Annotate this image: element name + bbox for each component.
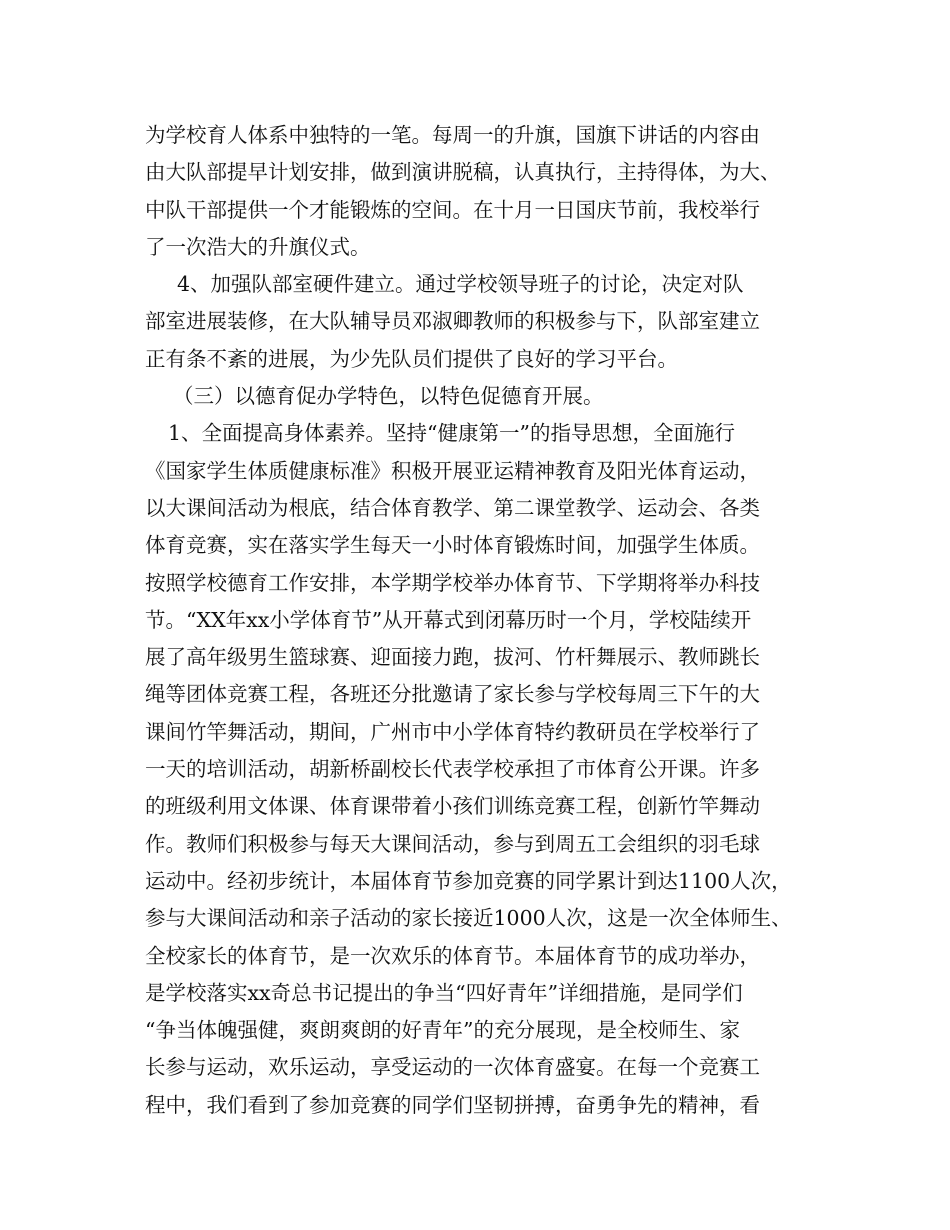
text-line: 节。“XX年xx小学体育节”从开幕式到闭幕历时一个月，学校陆续开 bbox=[145, 607, 752, 632]
text-line: 由大队部提早计划安排，做到演讲脱稿，认真执行，主持得体，为大、 bbox=[145, 160, 781, 185]
text-line: 中队干部提供一个才能锻炼的空间。在十月一日国庆节前，我校举行 bbox=[145, 197, 760, 222]
text-line: 以大课间活动为根底，结合体育教学、第二课堂教学、运动会、各类 bbox=[145, 495, 760, 520]
text-line: 长参与运动，欢乐运动，享受运动的一次体育盛宴。在每一个竞赛工 bbox=[145, 1055, 760, 1080]
text-line: “争当体魄强健，爽朗爽朗的好青年”的充分展现，是全校师生、家 bbox=[145, 1018, 740, 1043]
text-line: 绳等团体竞赛工程，各班还分批邀请了家长参与学校每周三下午的大 bbox=[145, 682, 760, 707]
text-line: 按照学校德育工作安排，本学期学校举办体育节、下学期将举办科技 bbox=[145, 570, 760, 595]
text-line: 展了高年级男生篮球赛、迎面接力跑，拔河、竹杆舞展示、教师跳长 bbox=[145, 645, 760, 670]
text-line: 一天的培训活动，胡新桥副校长代表学校承担了市体育公开课。许多 bbox=[145, 757, 760, 782]
text-line: 的班级利用文体课、体育课带着小孩们训练竞赛工程，创新竹竿舞动 bbox=[145, 794, 760, 819]
text-line: 是学校落实xx奇总书记提出的争当“四好青年”详细措施，是同学们 bbox=[145, 980, 743, 1005]
body-text bbox=[145, 117, 815, 1124]
text-line: 程中，我们看到了参加竞赛的同学们坚韧拼搏，奋勇争先的精神，看 bbox=[145, 1092, 760, 1117]
text-line: 为学校育人体系中独特的一笔。每周一的升旗，国旗下讲话的内容由 bbox=[145, 123, 760, 147]
text-line: 了一次浩大的升旗仪式。 bbox=[145, 234, 371, 259]
section-heading: （三）以德育促办学特色，以特色促德育开展。 bbox=[173, 384, 604, 409]
text-line: 课间竹竿舞活动，期间，广州市中小学体育特约教研员在学校举行了 bbox=[145, 719, 760, 744]
text-line: 正有条不紊的进展，为少先队员们提供了良好的学习平台。 bbox=[145, 346, 678, 371]
text-line: 体育竞赛，实在落实学生每天一小时体育锻炼时间，加强学生体质。 bbox=[145, 533, 760, 558]
text-line: 4、加强队部室硬件建立。通过学校领导班子的讨论，决定对队 bbox=[177, 272, 744, 297]
text-line: 运动中。经初步统计，本届体育节参加竞赛的同学累计到达1100人次， bbox=[145, 868, 792, 893]
text-line: 全校家长的体育节，是一次欢乐的体育节。本届体育节的成功举办， bbox=[145, 943, 760, 968]
text-line: 作。教师们积极参与每天大课间活动，参与到周五工会组织的羽毛球 bbox=[145, 831, 760, 856]
text-line: 《国家学生体质健康标准》积极开展亚运精神教育及阳光体育运动， bbox=[145, 458, 760, 483]
text-line: 部室进展装修，在大队辅导员邓淑卿教师的积极参与下，队部室建立 bbox=[145, 309, 760, 334]
text-line: 参与大课间活动和亲子活动的家长接近1000人次，这是一次全体师生、 bbox=[145, 906, 792, 931]
text-line: 1、全面提高身体素养。坚持“健康第一”的指导思想，全面施行 bbox=[168, 421, 736, 446]
